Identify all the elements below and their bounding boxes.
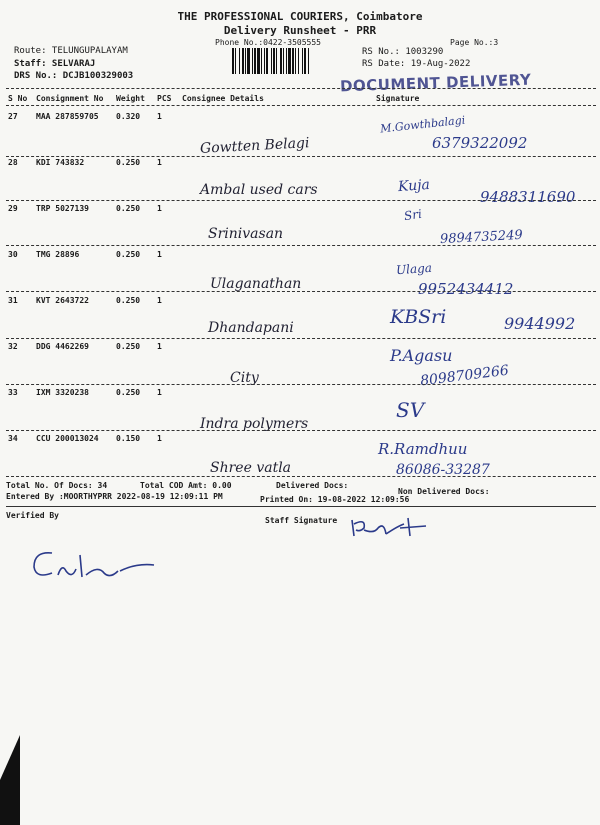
row-sno: 28: [8, 158, 18, 167]
row-sno: 34: [8, 434, 18, 443]
row-consignment: KVT 2643722: [36, 296, 89, 305]
row-separator: [6, 245, 596, 246]
row-phone: 9952434412: [418, 280, 514, 298]
non-delivered-docs: Non Delivered Docs:: [398, 487, 490, 496]
row-phone: 9944992: [504, 314, 576, 333]
col-header-sno: S No: [8, 94, 28, 103]
drs-number: DRS No.: DCJB100329003: [14, 71, 134, 81]
row-separator: [6, 156, 596, 157]
row-sno: 29: [8, 204, 18, 213]
row-consignment: TRP 5027139: [36, 204, 89, 213]
row-sno: 33: [8, 388, 18, 397]
row-weight: 0.250: [116, 250, 141, 259]
row-separator: [6, 430, 596, 431]
row-consignee: Ulaganathan: [210, 276, 302, 292]
row-signature: R.Ramdhuu: [378, 440, 468, 458]
row-weight: 0.320: [116, 112, 141, 121]
row-separator: [6, 338, 596, 339]
row-phone: 86086-33287: [396, 462, 490, 478]
row-consignment: IXM 3320238: [36, 388, 89, 397]
row-sno: 31: [8, 296, 18, 305]
row-weight: 0.250: [116, 296, 141, 305]
row-signature: P.Agasu: [390, 346, 453, 365]
table-top-rule: [6, 88, 596, 89]
row-consignee: Srinivasan: [208, 226, 284, 242]
row-phone: 8098709266: [419, 362, 510, 390]
row-consignment: TMG 28896: [36, 250, 80, 259]
col-header-weight: Weight: [116, 94, 145, 103]
row-separator: [6, 200, 596, 201]
row-consignee: Indra polymers: [200, 416, 309, 432]
col-header-consignee: Consignee Details: [182, 94, 264, 103]
row-consignee: Gowtten Belagi: [199, 135, 310, 157]
document-delivery-stamp: DOCUMENT DELIVERY: [339, 70, 532, 96]
footer-rule: [6, 506, 596, 507]
printed-on: Printed On: 19-08-2022 12:09:56: [260, 495, 410, 504]
row-separator: [6, 384, 596, 385]
row-weight: 0.250: [116, 342, 141, 351]
phone-number: Phone No.:0422-3505555: [215, 38, 321, 47]
row-weight: 0.250: [116, 204, 141, 213]
row-pcs: 1: [157, 204, 162, 213]
row-pcs: 1: [157, 434, 162, 443]
verified-signature-image: [28, 545, 158, 585]
row-pcs: 1: [157, 112, 162, 121]
row-separator: [6, 291, 596, 292]
row-signature: Ulaga: [395, 260, 433, 278]
barcode-image: [232, 48, 354, 74]
row-consignment: MAA 287859705: [36, 112, 99, 121]
row-phone: 9894735249: [439, 227, 524, 248]
row-pcs: 1: [157, 388, 162, 397]
row-signature: SV: [396, 398, 425, 422]
route-label: Route: TELUNGUPALAYAM: [14, 46, 128, 56]
document-title: THE PROFESSIONAL COURIERS, Coimbatore: [177, 10, 423, 23]
row-sno: 30: [8, 250, 18, 259]
row-signature: Sri: [403, 206, 423, 224]
total-cod: Total COD Amt: 0.00: [140, 481, 232, 490]
verified-by-label: Verified By: [6, 511, 59, 520]
table-header-rule: [6, 105, 596, 106]
row-consignment: KDI 743832: [36, 158, 85, 167]
row-phone: 9488311690: [480, 188, 576, 206]
rs-number: RS No.: 1003290: [362, 47, 444, 57]
total-docs: Total No. Of Docs: 34: [6, 481, 108, 490]
row-weight: 0.150: [116, 434, 141, 443]
scan-shadow: [0, 735, 20, 825]
delivered-docs: Delivered Docs:: [276, 481, 349, 490]
row-weight: 0.250: [116, 388, 141, 397]
row-consignee: City: [230, 370, 259, 386]
col-header-pcs: PCS: [157, 94, 172, 103]
row-signature: M.Gowthbalagi: [379, 113, 466, 136]
row-consignment: DDG 4462269: [36, 342, 89, 351]
row-pcs: 1: [157, 250, 162, 259]
col-header-signature: Signature: [376, 94, 420, 103]
row-phone: 6379322092: [432, 134, 528, 152]
entered-by: Entered By :MOORTHYPRR 2022-08-19 12:09:11 PM: [6, 492, 223, 501]
row-consignee: Ambal used cars: [200, 182, 318, 198]
row-pcs: 1: [157, 158, 162, 167]
col-header-consignment: Consignment No: [36, 94, 104, 103]
row-sno: 27: [8, 112, 18, 121]
row-consignee: Dhandapani: [208, 320, 294, 336]
page-number: Page No.:3: [450, 38, 499, 47]
staff-signature-image: [348, 512, 438, 540]
row-signature: Kuja: [397, 176, 431, 196]
document-subtitle: Delivery Runsheet - PRR: [223, 24, 377, 37]
row-consignee: Shree vatla: [210, 460, 292, 476]
row-pcs: 1: [157, 296, 162, 305]
row-pcs: 1: [157, 342, 162, 351]
staff-signature-label: Staff Signature: [265, 516, 338, 525]
row-sno: 32: [8, 342, 18, 351]
row-signature: KBSri: [390, 306, 447, 328]
row-weight: 0.250: [116, 158, 141, 167]
row-separator: [6, 476, 596, 477]
row-consignment: CCU 200013024: [36, 434, 99, 443]
staff-label: Staff: SELVARAJ: [14, 59, 96, 69]
rs-date: RS Date: 19-Aug-2022: [362, 59, 471, 69]
